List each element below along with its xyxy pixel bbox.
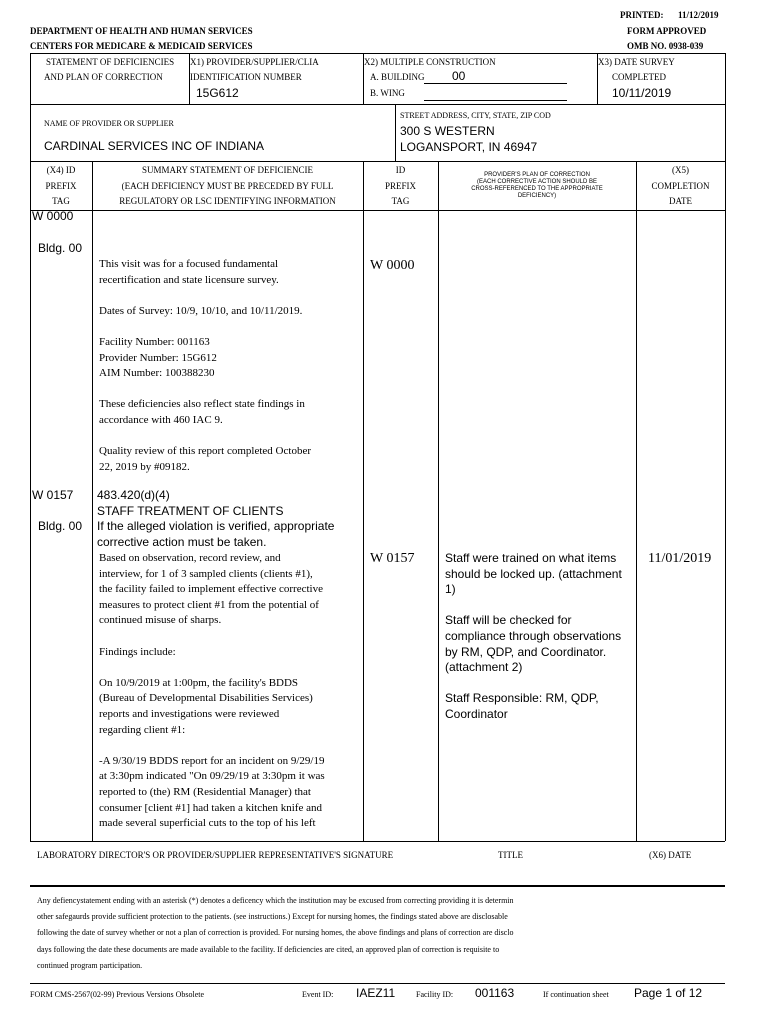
building-value: 00 xyxy=(452,69,466,83)
x1-label-2: IDENTIFICATION NUMBER xyxy=(190,72,302,82)
x5-header-2: COMPLETION xyxy=(651,181,710,191)
summary-line xyxy=(99,319,311,335)
tag-w0157: W 0157 xyxy=(32,488,74,502)
regulation-title: STAFF TREATMENT OF CLIENTS xyxy=(97,503,284,518)
regulation-text: If the alleged violation is verified, appropriate xyxy=(97,519,335,534)
summary-line xyxy=(99,382,311,398)
signature-label: LABORATORY DIRECTOR'S OR PROVIDER/SUPPLIER REPRESENTATIVE'S SIGNATURE xyxy=(37,850,394,860)
title-label: TITLE xyxy=(498,850,523,860)
summary-line: interview, for 1 of 3 sampled clients (clients #1), xyxy=(99,567,313,580)
rule xyxy=(92,161,93,841)
form-number: FORM CMS-2567(02-99) Previous Versions Obsolete xyxy=(30,990,205,999)
plan-header-3: CROSS-REFERENCED TO THE APPROPRIATE xyxy=(471,186,603,192)
id-tag-w0157: W 0157 xyxy=(370,551,415,566)
x4-header-2: PREFIX xyxy=(45,181,77,191)
survey-completed-date: 10/11/2019 xyxy=(612,86,672,100)
wing-underline xyxy=(424,100,567,101)
event-id: IAEZ11 xyxy=(356,986,396,1000)
rule xyxy=(30,885,725,887)
x4-header-3: TAG xyxy=(52,196,70,206)
summary-line: measures to protect client #1 from the potential of xyxy=(99,598,319,611)
plan-header-1: PROVIDER'S PLAN OF CORRECTION xyxy=(484,172,590,178)
summary-line xyxy=(99,288,311,304)
summary-line: (Bureau of Developmental Disabilities Services) xyxy=(99,692,313,705)
summary-header-3: REGULATORY OR LSC IDENTIFYING INFORMATION xyxy=(119,196,336,206)
rule xyxy=(636,161,637,841)
rule xyxy=(30,983,725,984)
address-label: STREET ADDRESS, CITY, STATE, ZIP COD xyxy=(400,111,551,120)
plan-line: compliance through observations xyxy=(445,628,622,643)
summary-header: SUMMARY STATEMENT OF DEFICIENCIE xyxy=(141,165,314,175)
summary-line: Based on observation, record review, and xyxy=(99,552,281,564)
x2-label: X2) MULTIPLE CONSTRUCTION xyxy=(364,57,496,67)
disclaimer xyxy=(37,893,514,974)
event-id-label: Event ID: xyxy=(302,990,334,999)
plan-line xyxy=(445,598,622,614)
disclaimer-line: days following the date these documents are made available to the facility. If deficiencies are cited, an approved plan of correction is requisite to xyxy=(37,944,500,954)
x1-label: X1) PROVIDER/SUPPLIER/CLIA xyxy=(190,57,319,67)
page-number: Page 1 of 12 xyxy=(634,986,703,1000)
omb-number: OMB NO. 0938-039 xyxy=(627,41,704,51)
summary-line: at 3:30pm indicated "On 09/29/19 at 3:30pm it was xyxy=(99,770,325,783)
plan-line: should be locked up. (attachment xyxy=(445,566,622,581)
department-title: DEPARTMENT OF HEALTH AND HUMAN SERVICES xyxy=(30,26,253,36)
printed-label: PRINTED: xyxy=(620,10,664,20)
summary-header-2: (EACH DEFICIENCY MUST BE PRECEDED BY FULL xyxy=(121,181,334,191)
summary-line: This visit was for a focused fundamental xyxy=(99,258,279,270)
plan-line: Staff Responsible: RM, QDP, xyxy=(445,691,599,706)
rule xyxy=(30,841,725,842)
plan-of-correction xyxy=(445,551,622,723)
address-line-2: LOGANSPORT, IN 46947 xyxy=(400,140,538,154)
disclaimer-line: other safegaurds provide sufficient protection to the patients. (see instructions.) Except for nursing homes, the findings stated above are disclosable xyxy=(37,912,508,922)
tag-w0000: W 0000 xyxy=(32,209,74,223)
summary-line: -A 9/30/19 BDDS report for an incident on 9/29/19 xyxy=(99,754,325,767)
plan-line: by RM, QDP, and Coordinator. xyxy=(445,644,607,659)
wing-label: B. WING xyxy=(370,88,405,98)
summary-line: Facility Number: 001163 xyxy=(99,335,210,348)
x5-header-3: DATE xyxy=(669,196,692,206)
disclaimer-line: following the date of survey whether or not a plan of correction is provided. For nursing homes, the above findings and plans of correction are disclo xyxy=(37,928,514,938)
regulation-text: corrective action must be taken. xyxy=(97,534,267,549)
plan-line: Staff will be checked for xyxy=(445,613,572,628)
provider-name-label: NAME OF PROVIDER OR SUPPLIER xyxy=(44,119,174,128)
summary-line xyxy=(99,738,325,754)
regulation-citation: 483.420(d)(4) xyxy=(97,488,170,502)
rule xyxy=(438,161,439,841)
summary-line: Provider Number: 15G612 xyxy=(99,351,217,364)
summary-line: regarding client #1: xyxy=(99,723,186,736)
summary-line: consumer [client #1] had taken a kitchen knife and xyxy=(99,801,322,814)
summary-line xyxy=(99,629,325,645)
summary-line: continued misuse of sharps. xyxy=(99,614,222,627)
id-header-3: TAG xyxy=(391,196,410,206)
disclaimer-line: Any defiencystatement ending with an asterisk (*) denotes a deficency which the institution may be excused from correcting providing it is determin xyxy=(37,896,514,905)
summary-line: Findings include: xyxy=(99,645,176,658)
summary-line: accordance with 460 IAC 9. xyxy=(99,413,223,426)
building-label: A. BUILDING xyxy=(370,72,425,82)
form-approved: FORM APPROVED xyxy=(627,26,707,36)
summary-line: reported to (the) RM (Residential Manager) that xyxy=(99,785,311,798)
statement-label: STATEMENT OF DEFICIENCIES xyxy=(46,57,175,67)
plan-line: Staff were trained on what items xyxy=(445,551,617,565)
summary-line: AIM Number: 100388230 xyxy=(99,367,215,380)
id-header: ID xyxy=(395,165,406,175)
summary-line: 22, 2019 by #09182. xyxy=(99,460,190,473)
plan-line xyxy=(445,676,622,692)
rule xyxy=(30,104,725,105)
continuation-label: If continuation sheet xyxy=(543,990,609,999)
summary-line: These deficiencies also reflect state findings in xyxy=(99,398,305,411)
id-header-2: PREFIX xyxy=(384,181,416,191)
plan-header-2: (EACH CORRECTIVE ACTION SHOULD BE xyxy=(476,179,598,185)
x6-date-label: (X6) DATE xyxy=(649,850,692,860)
rule xyxy=(363,161,364,841)
x3-label-2: COMPLETED xyxy=(612,72,666,82)
summary-line: made several superficial cuts to the top of his left xyxy=(99,817,316,830)
summary-line: Quality review of this report completed October xyxy=(99,445,311,458)
completion-date: 11/01/2019 xyxy=(648,551,712,566)
facility-id-label: Facility ID: xyxy=(416,990,454,999)
plan-line: 1) xyxy=(445,582,456,597)
summary-line xyxy=(99,660,325,676)
summary-line: reports and investigations were reviewed xyxy=(99,707,280,720)
provider-name: CARDINAL SERVICES INC OF INDIANA xyxy=(44,139,265,153)
w0000-summary xyxy=(99,257,311,475)
rule xyxy=(30,161,725,162)
plan-line: Coordinator xyxy=(445,706,508,721)
rule xyxy=(30,210,725,211)
bldg-label: Bldg. 00 xyxy=(38,519,83,533)
x4-header: (X4) ID xyxy=(46,165,76,175)
w0157-summary xyxy=(99,551,325,832)
building-underline xyxy=(424,83,567,84)
plan-header xyxy=(438,172,636,200)
id-tag-w0000: W 0000 xyxy=(370,258,415,273)
disclaimer-line: continued program participation. xyxy=(37,960,143,970)
summary-line: Dates of Survey: 10/9, 10/10, and 10/11/2019. xyxy=(99,304,303,317)
summary-line: recertification and state licensure survey. xyxy=(99,273,279,286)
x3-label: X3) DATE SURVEY xyxy=(598,57,675,67)
rule xyxy=(395,104,396,161)
provider-number: 15G612 xyxy=(196,86,239,100)
bldg-label: Bldg. 00 xyxy=(38,241,83,255)
address-line-1: 300 S WESTERN xyxy=(400,124,495,138)
plan-header-4: DEFICIENCY) xyxy=(517,193,557,199)
centers-title: CENTERS FOR MEDICARE & MEDICAID SERVICES xyxy=(30,41,253,51)
summary-line: the facility failed to implement effective corrective xyxy=(99,583,323,596)
rule xyxy=(30,53,725,54)
printed-date: 11/12/2019 xyxy=(678,10,719,20)
x5-header: (X5) xyxy=(672,165,689,175)
facility-id: 001163 xyxy=(475,986,515,1000)
summary-line: On 10/9/2019 at 1:00pm, the facility's BDDS xyxy=(99,676,299,689)
summary-line xyxy=(99,429,311,445)
plan-label: AND PLAN OF CORRECTION xyxy=(44,72,163,82)
w0157-regulation xyxy=(97,488,334,550)
plan-line: (attachment 2) xyxy=(445,660,523,675)
border-right xyxy=(725,53,726,841)
